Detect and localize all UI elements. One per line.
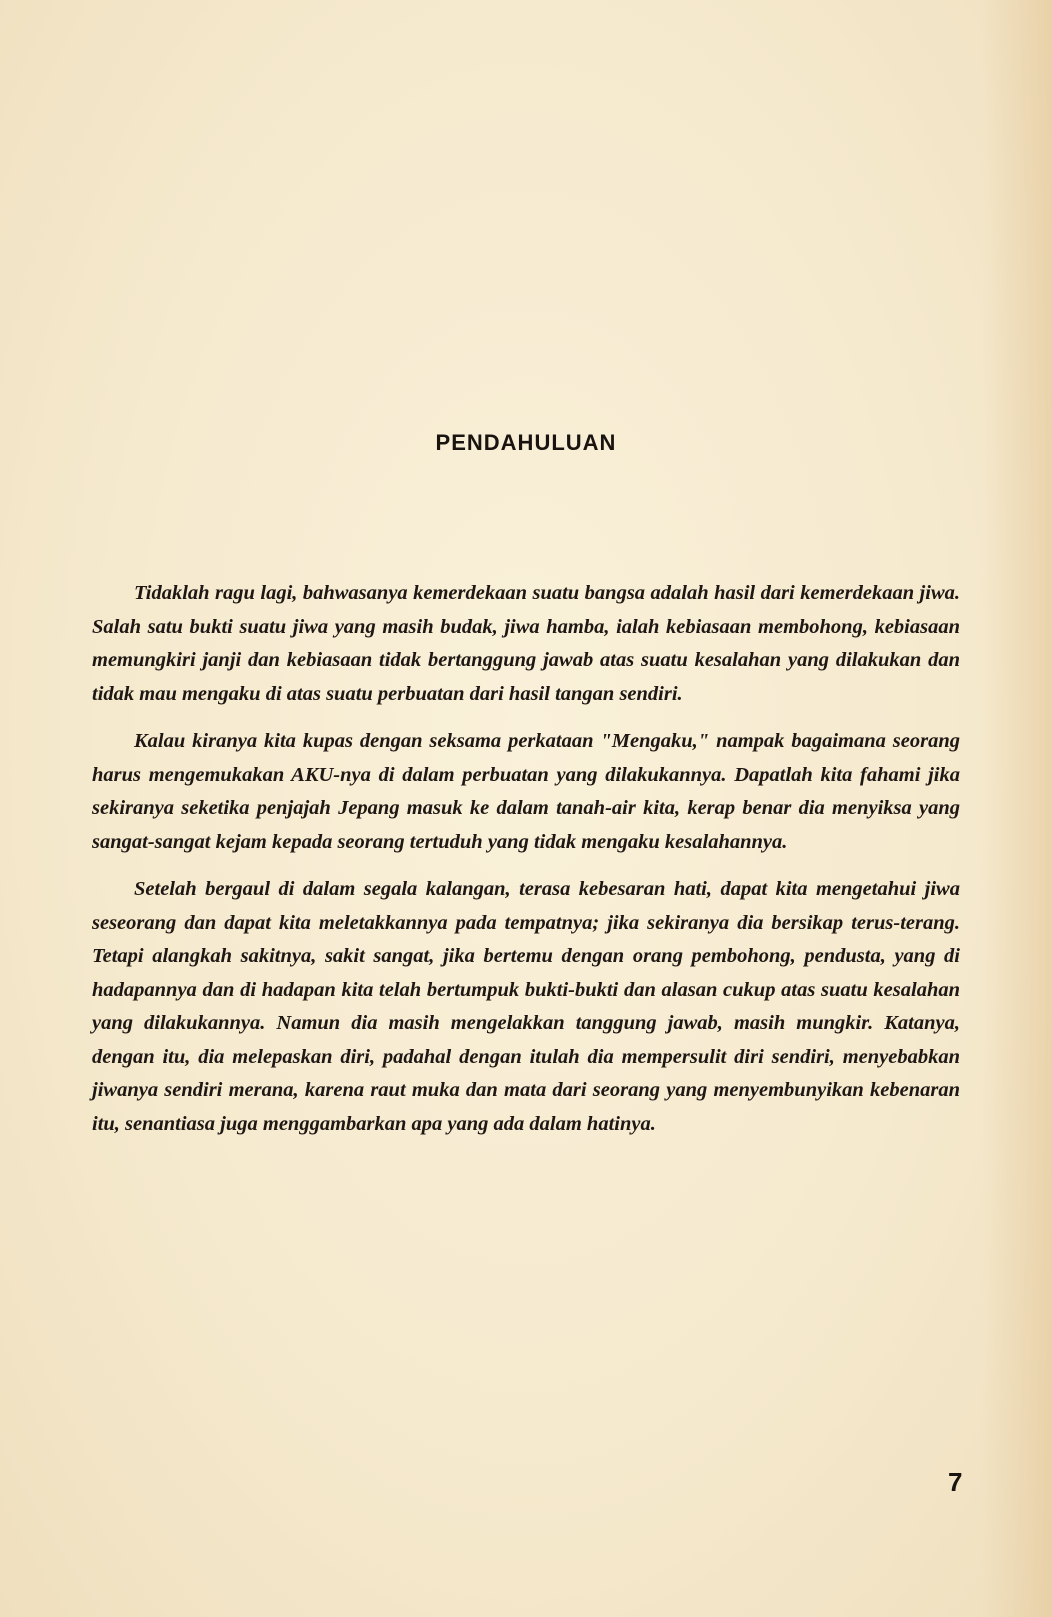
paragraph-3: Setelah bergaul di dalam segala kalangan, terasa kebesaran hati, dapat kita mengetahui jiwa seseorang dan dapat kita meletakkannya pada tempatnya; jika sekiranya dia bersikap terus-terang. Tetapi alangkah sakitnya, sakit sangat, jika bertemu dengan orang pembohong, pendusta, yang di hadapannya dan di hadapan kita telah bertumpuk bukti-bukti dan alasan cukup atas suatu kesalahan yang dilakukannya. Namun dia masih mengelakkan tanggung jawab, masih mungkir. Katanya, dengan itu, dia melepaskan diri, padahal dengan itulah dia mempersulit diri sendiri, menyebabkan jiwanya sendiri merana, karena raut muka dan mata dari seorang yang menyembunyikan kebenaran itu, senantiasa juga menggambarkan apa yang ada dalam hatinya. — [92, 878, 960, 1135]
paragraph-2: Kalau kiranya kita kupas dengan seksama perkataan "Mengaku," nampak bagaimana seorang harus mengemukakan AKU-nya di dalam perbuatan yang dilakukannya. Dapatlah kita fahami jika sekiranya seketika penjajah Jepang masuk ke dalam tanah-air kita, kerap benar dia menyiksa yang sangat-sangat kejam kepada seorang tertuduh yang tidak mengaku kesalahannya. — [92, 730, 960, 853]
page-edge-shadow — [982, 0, 1052, 1617]
chapter-title: PENDAHULUAN — [435, 430, 617, 455]
page-number: 7 — [948, 1467, 963, 1497]
paragraph-1: Tidaklah ragu lagi, bahwasanya kemerdekaan suatu bangsa adalah hasil dari kemerdekaan jiwa. Salah satu bukti suatu jiwa yang masih budak, jiwa hamba, ialah kebiasaan membohong, kebiasaan memungkiri janji dan kebiasaan tidak bertanggung jawab atas suatu kesalahan yang dilakukan dan tidak mau mengaku di atas suatu perbuatan dari hasil tangan sendiri. — [92, 582, 960, 705]
chapter-body — [92, 577, 960, 1141]
